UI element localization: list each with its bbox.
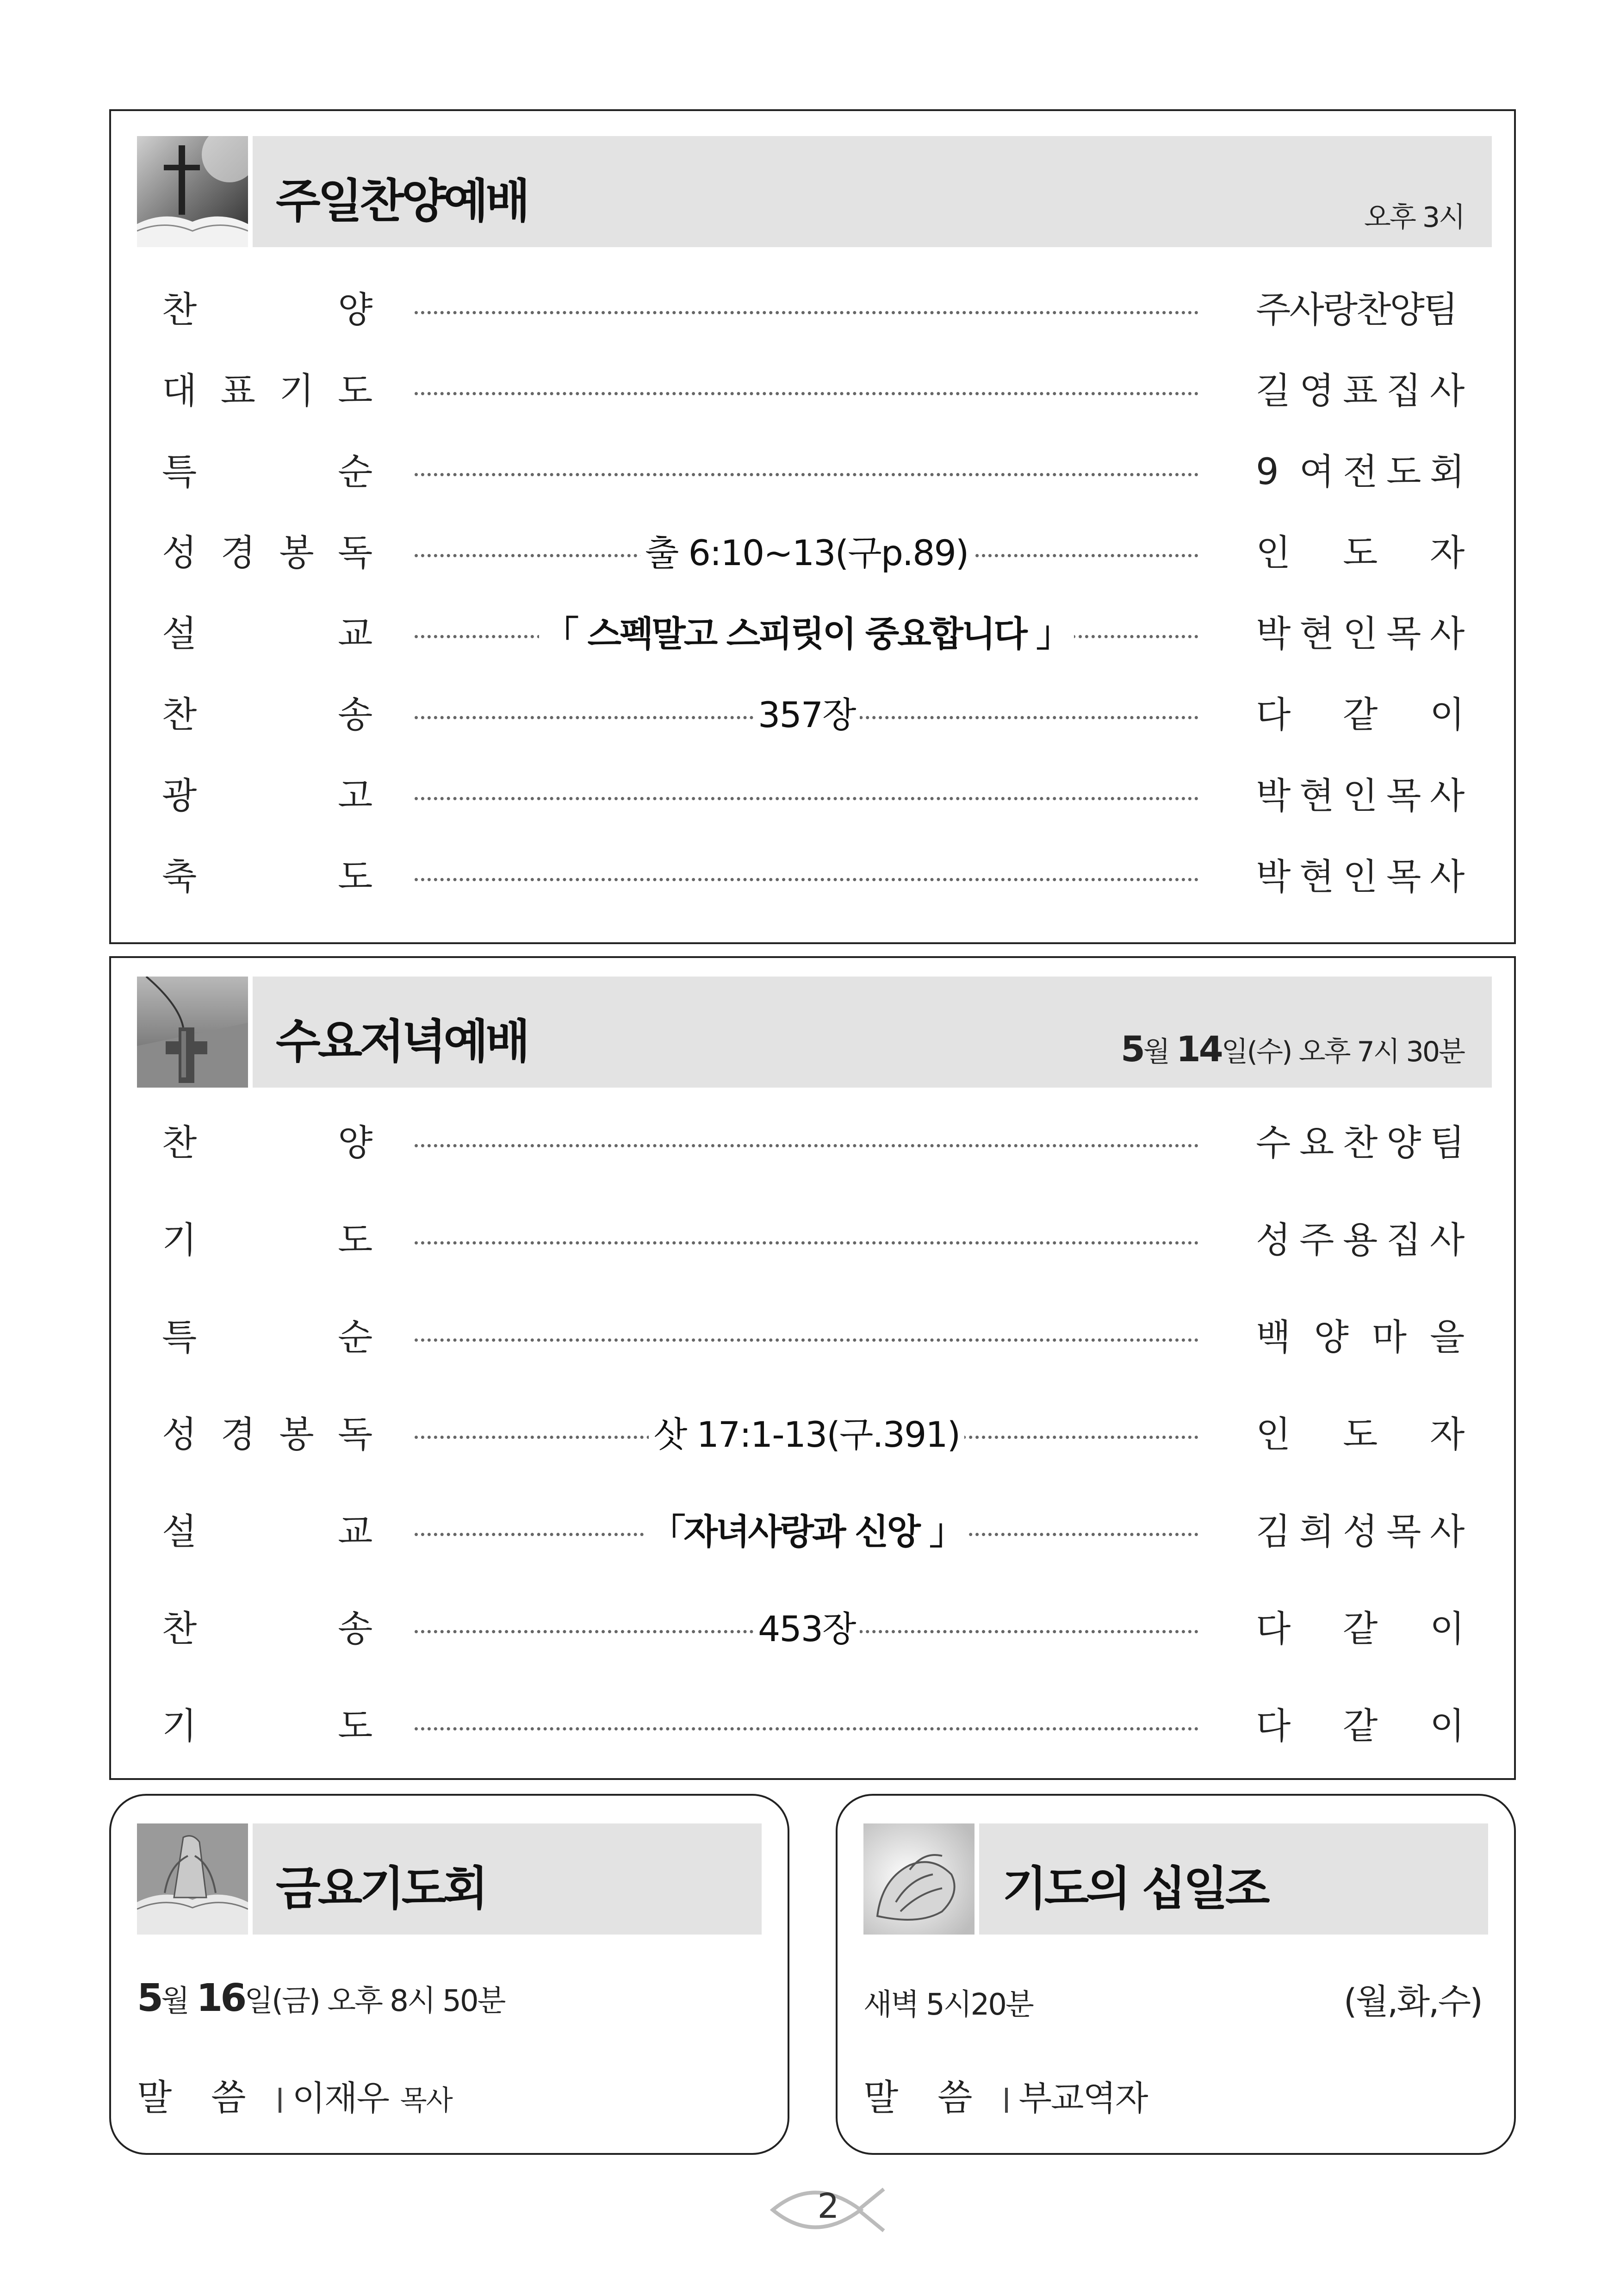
sunday-program-row: [162, 849, 1518, 905]
label-char: 성: [162, 532, 197, 574]
wednesday-row-label: [162, 1115, 375, 1171]
person-char: 자: [1430, 532, 1465, 574]
person-char: 사: [1430, 1511, 1465, 1553]
sunday-row-label: [162, 363, 375, 419]
clasped-hands-icon: [863, 1823, 974, 1935]
person-char: 성: [1256, 1220, 1291, 1261]
label-char: 찬: [162, 289, 197, 331]
label-char: 봉: [279, 532, 314, 574]
sunday-title: 주일찬양예배: [276, 174, 528, 228]
label-char: 축: [162, 856, 197, 898]
label-char: 찬: [162, 1608, 197, 1650]
tithe-header-bar: [979, 1823, 1488, 1935]
person-char: 이: [1430, 1608, 1465, 1650]
dotted-leader: [415, 878, 1198, 881]
label-char: 순: [338, 1317, 373, 1358]
dotted-leader: [415, 1338, 1198, 1342]
sunday-program-row: [162, 525, 1518, 581]
wednesday-row-label: [162, 1601, 375, 1657]
person-char: 찬: [1343, 1122, 1378, 1164]
person-char: 팀: [1430, 1122, 1465, 1164]
person-char: 사: [1430, 613, 1465, 655]
label-char: 찬: [162, 694, 197, 736]
cross-bible-photo: [137, 136, 248, 247]
sunday-row-detail: 출 6:10~13(구p.89): [640, 531, 973, 575]
friday-header-bar: [253, 1823, 762, 1935]
label-char: 광: [162, 775, 197, 817]
sunday-row-person: [1256, 768, 1469, 824]
person-char: 현: [1299, 775, 1334, 817]
page-number-text: 2: [817, 2186, 839, 2226]
wednesday-row-person: [1256, 1601, 1469, 1657]
label-char: 양: [338, 1122, 373, 1164]
tithe-days: (월,화,수): [1343, 1982, 1482, 2022]
wednesday-row-person: [1256, 1310, 1469, 1365]
label-char: 순: [338, 451, 373, 493]
wednesday-row-detail: 삿 17:1-13(구.391): [649, 1412, 964, 1457]
person-char: 목: [1386, 775, 1421, 817]
label-char: 도: [338, 1705, 373, 1747]
sunday-worship-section: [109, 109, 1516, 944]
person-char: 같: [1343, 1705, 1378, 1747]
person-char: 도: [1386, 451, 1421, 493]
sunday-row-label: [162, 687, 375, 743]
sunday-header-bar: [253, 136, 1492, 247]
label-char: 찬: [162, 1122, 197, 1164]
friday-month-unit: 월: [161, 1984, 188, 2018]
wednesday-row-label: [162, 1407, 375, 1462]
sunday-row-label: [162, 768, 375, 824]
wednesday-row-label: [162, 1699, 375, 1754]
person-char: 자: [1430, 1414, 1465, 1456]
praying-hands-bible-photo: [137, 1823, 248, 1935]
wednesday-row-label: [162, 1504, 375, 1560]
sunday-row-detail: 357장: [753, 693, 860, 737]
person-char: 사: [1430, 370, 1465, 412]
label-char: 표: [220, 370, 256, 412]
label-char: 경: [220, 1414, 256, 1456]
friday-prayer-section: [109, 1794, 789, 2155]
person-char: 도: [1343, 1414, 1378, 1456]
wednesday-worship-section: [109, 956, 1516, 1780]
person-char: 여: [1299, 451, 1334, 493]
label-char: 도: [338, 370, 373, 412]
person-char: 김: [1256, 1511, 1291, 1553]
label-char: 기: [162, 1220, 197, 1261]
sunday-row-label: [162, 444, 375, 500]
divider: [279, 2088, 281, 2113]
wednesday-row-detail: 453장: [753, 1607, 860, 1651]
person-char: 박: [1256, 856, 1291, 898]
person-char: 사: [1430, 856, 1465, 898]
wednesday-header-bar: [253, 977, 1492, 1088]
page-number: [768, 2175, 888, 2245]
tithe-sermon-label: 말 씀: [863, 2077, 987, 2119]
label-char: 양: [338, 289, 373, 331]
person-char: 이: [1430, 694, 1465, 736]
sunday-row-person: [1256, 282, 1469, 338]
person-char: 목: [1386, 856, 1421, 898]
person-char: 마: [1372, 1317, 1407, 1358]
friday-speaker: 이재우: [292, 2078, 389, 2118]
person-char: 같: [1343, 694, 1378, 736]
friday-time-rest: 일(금) 오후 8시 50분: [244, 1984, 505, 2018]
wednesday-row-person: [1256, 1504, 1469, 1560]
label-char: 도: [338, 856, 373, 898]
person-char: 다: [1256, 694, 1291, 736]
dotted-leader: [415, 1727, 1198, 1730]
wooden-cross-icon: [137, 977, 248, 1088]
sunday-row-person: [1256, 606, 1469, 662]
person-char: 전: [1343, 451, 1378, 493]
person-char: 요: [1299, 1122, 1334, 1164]
label-char: 설: [162, 1511, 197, 1553]
sunday-program-row: [162, 606, 1518, 662]
label-char: 경: [220, 532, 256, 574]
wednesday-program-row: [162, 1407, 1518, 1462]
dotted-leader: [415, 311, 1198, 314]
label-char: 독: [338, 1414, 373, 1456]
person-char: 주사랑찬양팀: [1256, 289, 1457, 331]
tithe-sermon-line: [863, 2069, 1147, 2121]
dotted-leader: [415, 1241, 1198, 1244]
wednesday-program-row: [162, 1115, 1518, 1171]
label-char: 기: [162, 1705, 197, 1747]
sunday-program-row: [162, 687, 1518, 743]
person-char: 9: [1256, 451, 1279, 493]
dotted-leader: [415, 1144, 1198, 1147]
person-char: 박: [1256, 775, 1291, 817]
person-char: 다: [1256, 1705, 1291, 1747]
person-char: 집: [1386, 1220, 1421, 1261]
person-char: 현: [1299, 613, 1334, 655]
sunday-row-person: [1256, 363, 1469, 419]
label-char: 성: [162, 1414, 197, 1456]
person-char: 도: [1343, 532, 1378, 574]
friday-sermon-label: 말 씀: [137, 2077, 260, 2119]
wednesday-row-person: [1256, 1213, 1469, 1268]
sunday-program-row: [162, 282, 1518, 338]
person-char: 인: [1256, 532, 1291, 574]
wednesday-month-unit: 월: [1143, 1036, 1169, 1068]
person-char: 인: [1343, 613, 1378, 655]
person-char: 주: [1299, 1220, 1334, 1261]
label-char: 설: [162, 613, 197, 655]
person-char: 같: [1343, 1608, 1378, 1650]
person-char: 인: [1343, 856, 1378, 898]
person-char: 양: [1314, 1317, 1349, 1358]
dotted-leader: [415, 473, 1198, 476]
sunday-row-person: [1256, 525, 1469, 581]
person-char: 을: [1430, 1317, 1465, 1358]
praying-hands-icon: [137, 1823, 248, 1935]
friday-time: [137, 1976, 504, 2020]
sunday-row-label: [162, 849, 375, 905]
person-char: 성: [1343, 1511, 1378, 1553]
label-char: 교: [338, 613, 373, 655]
tithe-title: 기도의 십일조: [1002, 1861, 1267, 1916]
clasped-hands-photo: [863, 1823, 974, 1935]
person-char: 인: [1256, 1414, 1291, 1456]
sunday-row-detail: 「 스펙말고 스피릿이 중요합니다 」: [539, 612, 1074, 656]
friday-title: 금요기도회: [276, 1861, 485, 1916]
wednesday-title: 수요저녁예배: [276, 1014, 528, 1069]
person-char: 수: [1256, 1122, 1291, 1164]
wednesday-row-person: [1256, 1699, 1469, 1754]
wednesday-program-row: [162, 1699, 1518, 1754]
friday-speaker-title: 목사: [400, 2084, 452, 2117]
person-char: 박: [1256, 613, 1291, 655]
person-char: 사: [1430, 775, 1465, 817]
person-char: 희: [1299, 1511, 1334, 1553]
friday-month: 5: [137, 1976, 161, 2020]
wednesday-month: 5: [1120, 1028, 1143, 1070]
dotted-leader: [415, 797, 1198, 800]
person-char: 백: [1256, 1317, 1291, 1358]
person-char: 다: [1256, 1608, 1291, 1650]
label-char: 송: [338, 694, 373, 736]
person-char: 사: [1430, 1220, 1465, 1261]
wednesday-program-row: [162, 1213, 1518, 1268]
label-char: 봉: [279, 1414, 314, 1456]
sunday-program-row: [162, 768, 1518, 824]
label-char: 대: [162, 370, 197, 412]
label-char: 특: [162, 451, 197, 493]
person-char: 집: [1386, 370, 1421, 412]
person-char: 용: [1343, 1220, 1378, 1261]
wooden-cross-photo: [137, 977, 248, 1088]
label-char: 송: [338, 1608, 373, 1650]
label-char: 독: [338, 532, 373, 574]
person-char: 회: [1430, 451, 1465, 493]
sunday-row-label: [162, 282, 375, 338]
friday-day: 16: [196, 1976, 245, 2020]
person-char: 인: [1343, 775, 1378, 817]
person-char: 영: [1299, 370, 1334, 412]
sunday-row-person: [1256, 687, 1469, 743]
wednesday-row-person: [1256, 1407, 1469, 1462]
dotted-leader: [415, 392, 1198, 395]
wednesday-program-row: [162, 1504, 1518, 1560]
wednesday-row-detail: 「자녀사랑과 신앙 」: [646, 1510, 968, 1554]
wednesday-row-person: [1256, 1115, 1469, 1171]
wednesday-row-label: [162, 1310, 375, 1365]
person-char: 목: [1386, 1511, 1421, 1553]
person-char: 표: [1343, 370, 1378, 412]
sunday-time: 오후 3시: [1364, 201, 1464, 234]
person-char: 양: [1386, 1122, 1421, 1164]
tithe-prayer-section: [836, 1794, 1516, 2155]
wednesday-program-row: [162, 1601, 1518, 1657]
label-char: 특: [162, 1317, 197, 1358]
label-char: 고: [338, 775, 373, 817]
tithe-time: 새벽 5시20분: [863, 1988, 1033, 2022]
wednesday-row-label: [162, 1213, 375, 1268]
friday-sermon-line: [137, 2069, 452, 2121]
person-char: 현: [1299, 856, 1334, 898]
sunday-program-row: [162, 444, 1518, 500]
person-char: 목: [1386, 613, 1421, 655]
person-char: 이: [1430, 1705, 1465, 1747]
sunday-row-label: [162, 525, 375, 581]
person-char: 길: [1256, 370, 1291, 412]
label-char: 교: [338, 1511, 373, 1553]
label-char: 기: [279, 370, 314, 412]
tithe-speaker: 부교역자: [1018, 2078, 1148, 2118]
sunday-row-person: [1256, 849, 1469, 905]
wednesday-day: 14: [1176, 1028, 1222, 1070]
label-char: 도: [338, 1220, 373, 1261]
cross-icon: [137, 136, 248, 247]
wednesday-time-rest: 일(수) 오후 7시 30분: [1221, 1036, 1464, 1068]
divider: [1005, 2088, 1008, 2113]
wednesday-program-row: [162, 1310, 1518, 1365]
sunday-row-person: [1256, 444, 1469, 500]
wednesday-time: [1121, 1028, 1464, 1070]
sunday-program-row: [162, 363, 1518, 419]
sunday-row-label: [162, 606, 375, 662]
